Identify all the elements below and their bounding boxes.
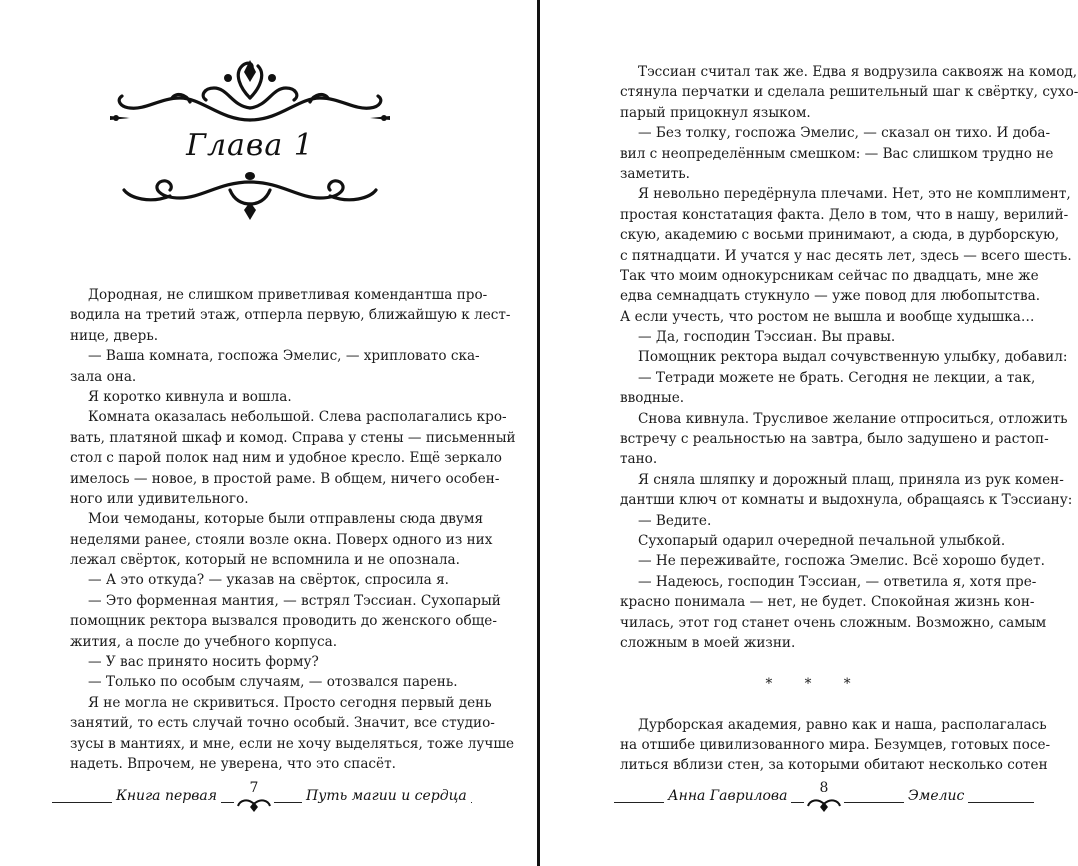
text-line: надеть. Впрочем, не уверена, что это спасёт.: [70, 755, 396, 772]
footer-book-title: Книга первая: [112, 788, 221, 804]
left-body-text: [70, 285, 516, 774]
text-line: лежал свёрток, который не вспомнила и не опознала.: [70, 552, 460, 569]
text-line: едва семнадцать стукнуло — уже повод для любопытства.: [620, 288, 1041, 305]
text-line: тано.: [620, 451, 658, 468]
page-number: 7: [234, 780, 274, 796]
right-body-text: [620, 62, 1078, 776]
text-line: простая констатация факта. Дело в том, что в нашу, верилий-: [620, 206, 1069, 223]
text-line: — Только по особым случаям, — отозвался парень.: [88, 674, 458, 691]
text-line: Тэссиан считал так же. Едва я водрузила саквояж на комод,: [638, 64, 1078, 80]
chapter-title: Глава 1: [186, 128, 314, 163]
text-line: Помощник ректора выдал сочувственную улыбку, добавил:: [638, 349, 1068, 366]
text-line: — Ваша комната, госпожа Эмелис, — хрипловато ска-: [88, 348, 480, 365]
text-line: — Ведите.: [638, 512, 712, 529]
text-line: — А это откуда? — указав на свёрток, спросила я.: [88, 572, 449, 589]
text-line: Я коротко кивнула и вошла.: [88, 388, 292, 405]
page-number: 8: [804, 780, 844, 796]
text-line: скую, академию с восьми принимают, а сюда, в дурборскую,: [620, 227, 1060, 244]
text-line: Я сняла шляпку и дорожный плащ, приняла из рук комен-: [638, 471, 1064, 488]
text-line: жития, а после до учебного корпуса.: [70, 633, 338, 650]
text-line: на отшибе цивилизованного мира. Безумцев, готовых посе-: [620, 736, 1051, 753]
text-line: — Тетради можете не брать. Сегодня не лекции, а так,: [638, 369, 1036, 386]
text-line: неделями ранее, стояли возле окна. Поверх одного из них: [70, 531, 493, 548]
text-line: — У вас принято носить форму?: [88, 654, 319, 671]
left-page: [0, 0, 538, 866]
text-line: Я не могла не скривиться. Просто сегодня первый день: [88, 694, 492, 711]
right-page: [540, 0, 1078, 866]
text-line: встречу с реальностью на завтра, было задушено и растоп-: [620, 431, 1049, 448]
text-line: — Это форменная мантия, — встрял Тэссиан. Сухопарый: [88, 592, 501, 609]
footer-ornament-icon: [804, 796, 844, 814]
text-line: занятий, то есть случай точно особый. Значит, все студио-: [70, 715, 495, 732]
text-line: вил с неопределённым смешком: — Вас слишком трудно не: [620, 145, 1054, 162]
text-line: парый прицокнул языком.: [620, 104, 811, 121]
text-line: помощник ректора вызвался проводить до женского обще-: [70, 613, 497, 630]
section-break: * * *: [765, 675, 865, 692]
text-line: Комната оказалась небольшой. Слева располагались кро-: [88, 409, 507, 426]
text-line: стол с парой полок над ним и удобное кресло. Ещё зеркало: [70, 450, 502, 467]
text-line: чилась, этот год станет очень сложным. Возможно, самым: [620, 614, 1047, 631]
text-line: зусы в мантиях, и мне, если не хочу выделяться, тоже лучше: [70, 735, 515, 752]
text-line: ного или удивительного.: [70, 490, 249, 507]
text-line: зала она.: [70, 368, 137, 385]
text-line: — Надеюсь, господин Тэссиан, — ответила я, хотя пре-: [638, 573, 1037, 590]
text-line: вводные.: [620, 390, 685, 407]
text-line: Дородная, не слишком приветливая комендантша про-: [88, 287, 488, 303]
text-line: с пятнадцати. И учатся у нас десять лет, здесь — всего шесть.: [620, 247, 1072, 264]
text-line: нице, дверь.: [70, 327, 159, 344]
text-line: вать, платяной шкаф и комод. Справа у стены — письменный: [70, 429, 516, 446]
text-line: литься вблизи стен, за которыми обитают несколько сотен: [620, 757, 1048, 774]
footer-left: [52, 780, 472, 814]
text-line: — Да, господин Тэссиан. Вы правы.: [638, 329, 896, 346]
footer-right: [614, 780, 1034, 814]
footer-author-name: Анна Гаврилова: [664, 788, 791, 804]
chapter-ornament-bottom-icon: [110, 168, 390, 220]
text-line: Сухопарый одарил очередной печальной улыбкой.: [638, 532, 1006, 549]
text-line: заметить.: [620, 165, 690, 182]
text-line: Снова кивнула. Трусливое желание отпроситься, отложить: [638, 410, 1068, 427]
chapter-ornament-top-icon: [110, 58, 390, 130]
text-line: красно понимала — нет, не будет. Спокойная жизнь кон-: [620, 594, 1035, 611]
text-line: А если учесть, что ростом не вышла и вообще худышка…: [620, 308, 1035, 325]
footer-book-title: Эмелис: [904, 788, 968, 804]
text-line: Я невольно передёрнула плечами. Нет, это не комплимент,: [638, 186, 1071, 203]
text-line: — Не переживайте, госпожа Эмелис. Всё хорошо будет.: [638, 553, 1045, 570]
text-line: — Без толку, госпожа Эмелис, — сказал он тихо. И доба-: [638, 125, 1051, 142]
text-line: Дурборская академия, равно как и наша, располагалась: [638, 716, 1047, 733]
text-line: Мои чемоданы, которые были отправлены сюда двумя: [88, 511, 484, 528]
text-line: стянула перчатки и сделала решительный шаг к свёртку, сухо-: [620, 84, 1078, 101]
text-line: Так что моим однокурсникам сейчас по двадцать, мне же: [620, 267, 1039, 284]
text-line: сложным в моей жизни.: [620, 634, 796, 651]
text-line: имелось — новое, в простой раме. В общем, ничего особен-: [70, 470, 500, 487]
footer-ornament-icon: [234, 796, 274, 814]
text-line: водила на третий этаж, отперла первую, ближайшую к лест-: [70, 307, 511, 324]
text-line: дантши ключ от комнаты и выдохнула, обращаясь к Тэссиану:: [620, 492, 1073, 509]
footer-series-title: Путь магии и сердца: [302, 788, 471, 804]
